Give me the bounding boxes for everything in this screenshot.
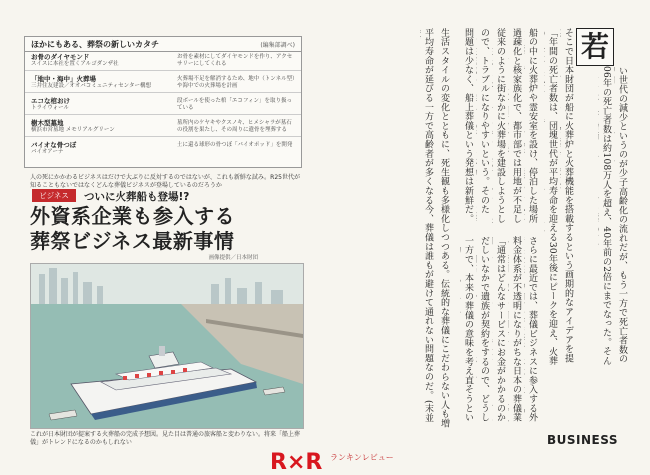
row-name: お骨のダイヤモンド <box>31 53 90 61</box>
row-org: トライウォール <box>31 105 70 111</box>
body-column: 従来のように街なかに火葬場を建設しようとし <box>495 28 505 224</box>
body-column: さらに最近では、葬儀ビジネスに参入する外 <box>527 236 537 422</box>
row-desc: お骨を素材にしてダイヤモンドを作り、アクセサリーにしてくれる <box>177 54 293 67</box>
row-desc: 段ボールを使った棺「エコフィン」を取り扱っている <box>177 98 292 111</box>
magazine-logo: R×R <box>270 450 323 475</box>
body-column: ので、トラブルになりやすいという。そのた <box>479 28 489 214</box>
row-name: 「地中・海中」火葬場 <box>31 75 96 83</box>
row-name: 樹木型墓地 <box>31 119 64 127</box>
magazine-subtitle: ランキンレビュー <box>330 453 394 462</box>
body-column: 一方で、本来の葬儀の意味を考え直そうとい <box>463 236 473 422</box>
info-table <box>24 36 302 168</box>
section-label: BUSINESS <box>547 433 618 447</box>
body-column: 過疎化と核家族化で、都市部では用地が不足し <box>511 28 521 224</box>
row-org: 三井住友建設／オオバコミュニティセンター構想 <box>31 83 151 89</box>
row-name: エコな棺おけ <box>31 97 70 105</box>
body-column: 「通常はどんなサービスにお金がかかるのか <box>495 236 505 422</box>
row-desc: 土に還る球形の骨つぼ「バイオポッド」を開発 <box>177 142 293 148</box>
row-desc: 火葬場不足を解消するため、地中（トンネル型）や海中での火葬場を計画 <box>177 76 295 89</box>
lead-note: 人の死にかかわるビジネスはだけで大ぶりに反対するのではないが、これも新鮮な試み。R25世代が知ることもないではなくどんな葬儀ビジネスが登場しているのだろうか <box>30 174 300 189</box>
body-column: 料金体系が不透明になりがちな日本の葬儀業 <box>511 236 521 422</box>
image-caption: これが日本財団が提案する火葬船の完成予想図。見た目は普通の旅客船と変わりない。将来「船上葬儀」がトレンドになるのかもしれない <box>30 431 301 446</box>
body-column: い世代の減少というのが少子高齢化の流れだが、もう一方で死亡者数の <box>617 66 627 364</box>
row-org: スイスに本社を置くアルゴダンザ社 <box>31 61 119 67</box>
row-name: バイオな骨つぼ <box>31 141 77 149</box>
kicker: ついに火葬船も登場!? <box>84 191 190 203</box>
body-column: 「年間の死亡者数は、団塊世代が平均寿命を迎える30年後にピークを迎え、火葬 <box>547 28 557 366</box>
headline-line-2: 葬祭ビジネス最新事情 <box>30 229 235 253</box>
row-org: 横浜市営墓地 メモリアルグリーン <box>31 127 115 133</box>
headline <box>30 204 300 254</box>
image-credit: 画像提供／日本財団 <box>208 255 258 261</box>
row-desc: 墓所内のケヤキやクスノキ、ヒメシャラが墓石の役割を果たし、その周りに遺骨を埋葬する <box>177 120 292 133</box>
body-column: 06年の死亡者数は約108万人を超え、40年前の2倍にまでなった。そん <box>601 66 611 366</box>
category-tag: ビジネス <box>32 189 76 202</box>
body-column: 船の中に火葬炉や霊安室を設け、停泊した場所 <box>527 28 537 224</box>
table-row <box>25 52 301 71</box>
cremation-ship-illustration <box>30 263 304 429</box>
table-title: ほかにもある、葬祭の新しいカタチ <box>31 40 159 49</box>
row-org: バイオアーナ <box>31 149 64 155</box>
body-column: だしいなかで遺族が契約をするので、どうし <box>479 236 489 422</box>
table-row <box>25 74 301 93</box>
table-row <box>25 140 301 158</box>
body-column: 平均寿命が延びる一方で高齢者が多くなる今、葬儀は誰もが避けて通れない問題なのだ。(末並 <box>423 28 433 423</box>
body-column: 生活スタイルの変化とともに、死生観も多様化しつつある。伝統的な葬儀にこだわらない人も増 <box>439 28 449 428</box>
headline-line-1: 外資系企業も参入する <box>30 204 235 228</box>
drop-cap: 若 <box>576 28 614 66</box>
body-column: 問題は少なく、船上葬儀という発想は新鮮だ。 <box>463 28 473 224</box>
table-credit: (編集部調べ) <box>260 42 295 49</box>
table-row <box>25 118 301 137</box>
body-column: そこで日本財団が船に火葬炉と火葬機能を搭載するという画期的なアイデアを提 <box>563 28 573 363</box>
table-row <box>25 96 301 115</box>
table-header <box>25 37 301 52</box>
